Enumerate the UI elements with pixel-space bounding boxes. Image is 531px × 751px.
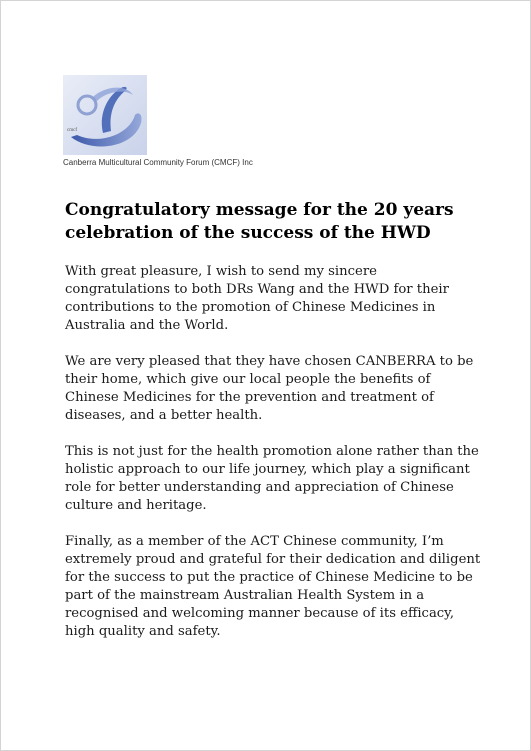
paragraph-1: With great pleasure, I wish to send my sincere congratulations to both DRs Wang and the HWD for their contributions to the promotion of Chinese Medicines in Australia and the World. [65, 264, 449, 333]
cmcf-logo [63, 75, 147, 155]
logo-wordmark: cmcf [67, 128, 77, 133]
paragraph-2: We are very pleased that they have chosen CANBERRA to be their home, which give our local people the benefits of Chinese Medicines for the prevention and treatment of diseases, and a better health. [65, 354, 474, 423]
message-body [65, 263, 485, 659]
organization-name: Canberra Multicultural Community Forum (CMCF) Inc [63, 158, 253, 167]
document-title: Congratulatory message for the 20 years celebration of the success of the HWD [65, 200, 454, 243]
paragraph-4: Finally, as a member of the ACT Chinese community, I’m extremely proud and grateful for their dedication and diligent for the success to put the practice of Chinese Medicine to be part of the mainstream Australian Health System in a recognised and welcoming manner because of its efficacy, high quality and safety. [65, 534, 481, 639]
paragraph-3: This is not just for the health promotion alone rather than the holistic approach to our life journey, which play a significant role for better understanding and appreciation of Chinese culture and heritage. [65, 444, 479, 513]
